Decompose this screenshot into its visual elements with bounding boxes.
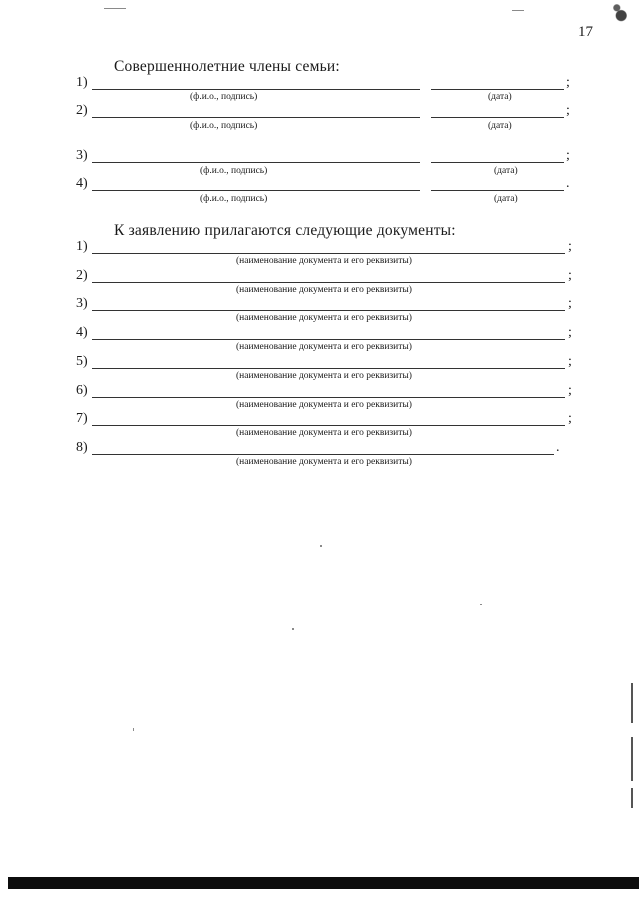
date-caption: (дата) [488, 121, 512, 131]
scan-edge [631, 788, 633, 808]
document-caption: (наименование документа и его реквизиты) [236, 313, 412, 323]
document-caption: (наименование документа и его реквизиты) [236, 285, 412, 295]
date-line[interactable] [431, 117, 564, 118]
row-punctuation: ; [566, 75, 570, 90]
date-caption: (дата) [494, 194, 518, 204]
document-line[interactable] [92, 282, 565, 283]
document-line[interactable] [92, 397, 565, 398]
date-caption: (дата) [488, 92, 512, 102]
document-caption: (наименование документа и его реквизиты) [236, 400, 412, 410]
document-line[interactable] [92, 368, 565, 369]
document-line[interactable] [92, 339, 565, 340]
row-number: 6) [76, 383, 88, 398]
name-signature-line[interactable] [92, 117, 420, 118]
scan-speck [133, 728, 134, 731]
document-line[interactable] [92, 454, 554, 455]
date-line[interactable] [431, 89, 564, 90]
row-punctuation: ; [566, 148, 570, 163]
row-punctuation: ; [568, 239, 572, 254]
document-caption: (наименование документа и его реквизиты) [236, 256, 412, 266]
scan-speck [292, 628, 294, 630]
document-caption: (наименование документа и его реквизиты) [236, 428, 412, 438]
name-signature-line[interactable] [92, 190, 420, 191]
name-signature-line[interactable] [92, 162, 420, 163]
row-punctuation: ; [568, 325, 572, 340]
page-number: 17 [578, 24, 593, 40]
row-number: 5) [76, 354, 88, 369]
row-punctuation: ; [566, 103, 570, 118]
row-number: 4) [76, 325, 88, 340]
scan-speck [480, 604, 482, 605]
row-number: 1) [76, 75, 88, 90]
date-line[interactable] [431, 162, 564, 163]
scan-speck [512, 10, 524, 11]
row-number: 3) [76, 296, 88, 311]
row-number: 3) [76, 148, 88, 163]
row-punctuation: ; [568, 354, 572, 369]
scan-speck [104, 8, 126, 9]
documents-heading: К заявлению прилагаются следующие документы: [114, 222, 456, 239]
row-number: 4) [76, 176, 88, 191]
scan-edge [631, 737, 633, 781]
family-heading: Совершеннолетние члены семьи: [114, 58, 340, 75]
date-line[interactable] [431, 190, 564, 191]
row-number: 2) [76, 268, 88, 283]
row-punctuation: . [556, 440, 560, 455]
row-number: 8) [76, 440, 88, 455]
document-caption: (наименование документа и его реквизиты) [236, 342, 412, 352]
row-number: 7) [76, 411, 88, 426]
document-line[interactable] [92, 310, 565, 311]
scan-artifact-mark [608, 0, 630, 26]
name-signature-caption: (ф.и.о., подпись) [190, 92, 258, 102]
row-punctuation: ; [568, 383, 572, 398]
document-caption: (наименование документа и его реквизиты) [236, 457, 412, 467]
name-signature-caption: (ф.и.о., подпись) [200, 166, 268, 176]
scan-bottom-border [8, 877, 639, 889]
document-line[interactable] [92, 425, 565, 426]
row-number: 2) [76, 103, 88, 118]
name-signature-caption: (ф.и.о., подпись) [200, 194, 268, 204]
document-line[interactable] [92, 253, 565, 254]
date-caption: (дата) [494, 166, 518, 176]
document-caption: (наименование документа и его реквизиты) [236, 371, 412, 381]
scan-edge [631, 683, 633, 723]
row-punctuation: ; [568, 411, 572, 426]
name-signature-caption: (ф.и.о., подпись) [190, 121, 258, 131]
row-punctuation: . [566, 176, 570, 191]
scan-speck [320, 545, 322, 547]
row-number: 1) [76, 239, 88, 254]
row-punctuation: ; [568, 296, 572, 311]
row-punctuation: ; [568, 268, 572, 283]
name-signature-line[interactable] [92, 89, 420, 90]
